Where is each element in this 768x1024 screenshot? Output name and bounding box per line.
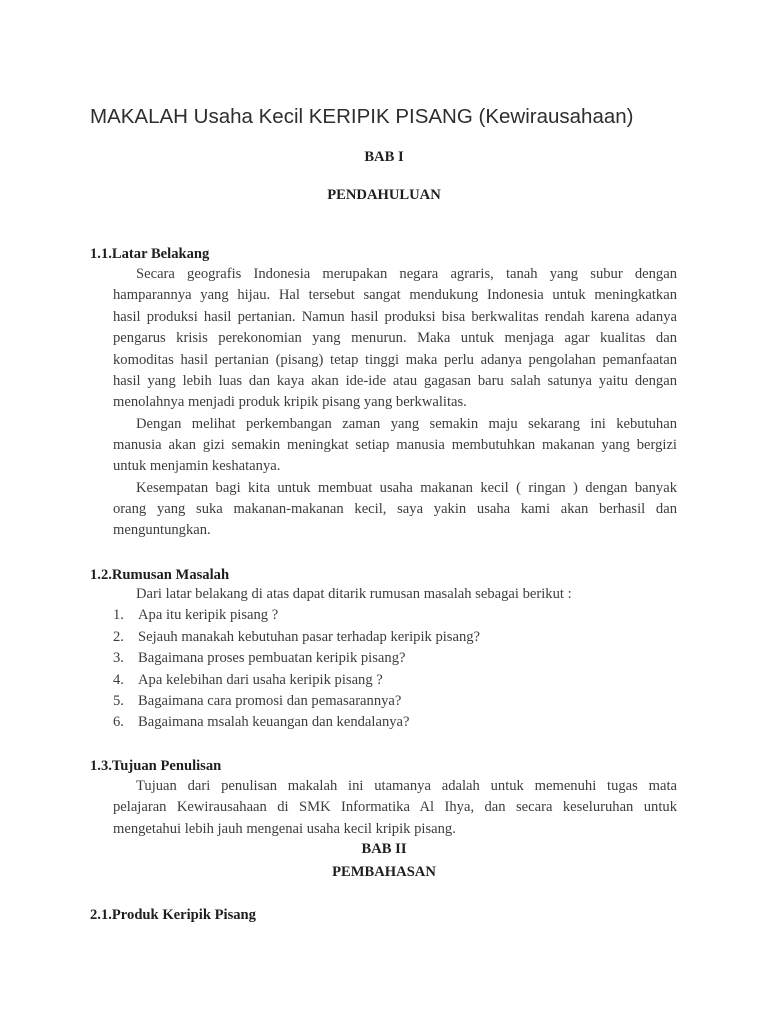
paragraph-line: Tujuan dari penulisan makalah ini utamanya adalah untuk memenuhi tugas mata xyxy=(136,778,677,794)
list-number: 1. xyxy=(113,607,124,623)
paragraph-line: Secara geografis Indonesia merupakan negara agraris, tanah yang subur dengan xyxy=(136,266,677,282)
paragraph-line: hasil produksi hasil pertanian. Namun hasil produksi bisa berkwalitas rendah karena adanya xyxy=(113,309,677,325)
paragraph-line: manusia akan gizi semakin meningkat setiap manusia membutuhkan makanan yang bergizi xyxy=(113,437,677,453)
paragraph-line: hasil yang lebih luas dan kaya akan ide-ide atau gagasan baru salah satunya yaitu dengan xyxy=(113,373,677,389)
list-number: 3. xyxy=(113,650,124,666)
paragraph-line: menolahnya menjadi produk kripik pisang yang berkwalitas. xyxy=(113,394,467,410)
list-item xyxy=(113,670,677,690)
list-item xyxy=(113,648,677,668)
list-intro: Dari latar belakang di atas dapat ditarik rumusan masalah sebagai berikut : xyxy=(136,586,572,602)
paragraph-line: menguntungkan. xyxy=(113,522,211,538)
paragraph-line: pelajaran Kewirausahaan di SMK Informatika Al Ihya, dan secara keseluruhan untuk xyxy=(113,799,677,815)
list-text: Apa kelebihan dari usaha keripik pisang ? xyxy=(138,672,383,688)
list-text: Bagaimana proses pembuatan keripik pisang? xyxy=(138,650,406,666)
list-text: Bagaimana msalah keuangan dan kendalanya? xyxy=(138,714,410,730)
list-number: 6. xyxy=(113,714,124,730)
list-item xyxy=(113,627,677,647)
chapter-title: PENDAHULUAN xyxy=(327,187,441,203)
section-heading-rumusan-masalah: 1.2.Rumusan Masalah xyxy=(90,567,230,583)
list-item xyxy=(113,605,677,625)
paragraph-line: hamparannya yang hijau. Hal tersebut sangat mendukung Indonesia untuk meningkatkan xyxy=(113,287,677,303)
paragraph-line: komoditas hasil pertanian (pisang) tetap tinggi maka perlu adanya pengolahan pemanfaatan xyxy=(113,352,677,368)
chapter-label: BAB I xyxy=(364,149,404,165)
section-heading-produk-keripik-pisang: 2.1.Produk Keripik Pisang xyxy=(90,907,256,923)
paragraph-line: untuk menjamin keshatanya. xyxy=(113,458,281,474)
paragraph-line: pengarus krisis perekonomian yang menurun. Maka untuk menjaga agar kualitas dan xyxy=(113,330,677,346)
list-number: 2. xyxy=(113,629,124,645)
paragraph-line: orang yang suka makanan-makanan kecil, saya yakin usaha kami akan berhasil dan xyxy=(113,501,677,517)
list-number: 4. xyxy=(113,672,124,688)
chapter-title: PEMBAHASAN xyxy=(332,864,436,880)
paragraph-line: mengetahui lebih jauh mengenai usaha kecil kripik pisang. xyxy=(113,821,456,837)
list-number: 5. xyxy=(113,693,124,709)
chapter-label: BAB II xyxy=(361,841,407,857)
section-heading-tujuan-penulisan: 1.3.Tujuan Penulisan xyxy=(90,758,222,774)
section-heading-latar-belakang: 1.1.Latar Belakang xyxy=(90,246,210,262)
paragraph-line: Kesempatan bagi kita untuk membuat usaha makanan kecil ( ringan ) dengan banyak xyxy=(136,480,677,496)
list-text: Sejauh manakah kebutuhan pasar terhadap keripik pisang? xyxy=(138,629,481,645)
list-item xyxy=(113,712,677,732)
paragraph-line: Dengan melihat perkembangan zaman yang semakin maju sekarang ini kebutuhan xyxy=(136,416,677,432)
document-title: MAKALAH Usaha Kecil KERIPIK PISANG (Kewirausahaan) xyxy=(90,105,634,128)
list-item xyxy=(113,691,677,711)
list-text: Apa itu keripik pisang ? xyxy=(138,607,279,623)
list-text: Bagaimana cara promosi dan pemasarannya? xyxy=(138,693,402,709)
